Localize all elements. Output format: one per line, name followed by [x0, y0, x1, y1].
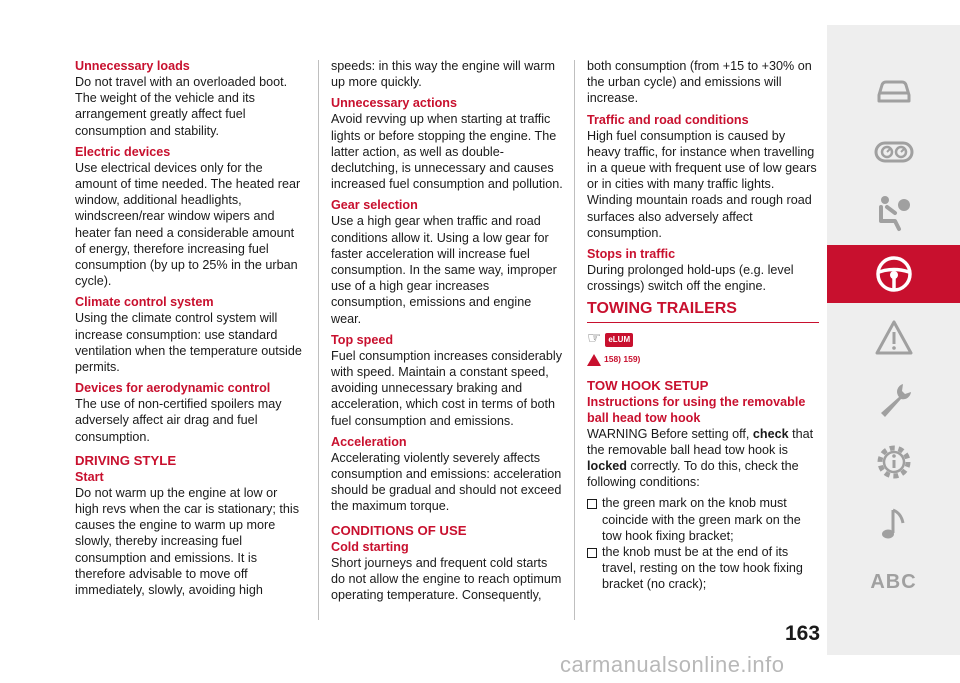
airbag-seat-icon [873, 191, 915, 233]
chapter-heading: TOW HOOK SETUP [587, 377, 709, 393]
section-title: Start [75, 469, 104, 484]
sidebar-item-driving[interactable] [827, 245, 960, 303]
info-gear-icon [873, 441, 915, 483]
section-body: both consumption (from +15 to +30% on the urban cycle) and emissions will increase. [587, 59, 812, 106]
list-item-text: the knob must be at the end of its travel, resting on the tow hook fixing bracket (no crack); [602, 545, 803, 592]
list-item [587, 495, 819, 544]
section-title: Unnecessary actions [331, 96, 457, 111]
music-note-icon [873, 503, 915, 545]
sidebar-item-technical-data[interactable] [827, 433, 960, 491]
wrench-icon [873, 379, 915, 421]
watermark: carmanualsonline.info [560, 652, 785, 677]
pointing-hand-icon: ☞ [587, 330, 602, 348]
sidebar-item-safety[interactable] [827, 183, 960, 241]
main-heading: TOWING TRAILERS [587, 299, 819, 323]
sidebar-item-multimedia[interactable] [827, 495, 960, 553]
list-item [587, 544, 819, 593]
section-body: Use electrical devices only for the amount of time needed. The heated rear window, additional headlights, windscreen/rear window wipers and heater fan need a considerable amount of energy, therefore increasing fuel consumption (by up to 25% in the urban cycle). [75, 160, 301, 289]
section-title: Climate control system [75, 295, 214, 310]
car-icon [873, 69, 915, 111]
section-title: Devices for aerodynamic control [75, 381, 271, 396]
section-body: Avoid revving up when starting at traffic lights or before stopping the engine. The latter action, as well as double-declutching, is unnecessary and causes increased fuel consumption and pollution. [331, 112, 563, 192]
sidebar-item-index[interactable] [827, 553, 960, 611]
elum-indicator [587, 331, 819, 347]
warning-text [587, 426, 819, 491]
section-body: Do not travel with an overloaded boot. The weight of the vehicle and its arrangement greatly affect fuel consumption and stability. [75, 75, 288, 138]
warning-icon [873, 317, 915, 359]
warning-text-part: that the removable ball head tow hook is [587, 426, 814, 457]
section-title: Stops in traffic [587, 247, 676, 262]
warning-triangle-icon [587, 354, 601, 366]
sidebar-item-car[interactable] [827, 61, 960, 119]
warning-reference [587, 351, 819, 367]
section-body: Accelerating violently severely affects consumption and emissions: acceleration should be gradual and should not exceed the maximum torque. [331, 450, 562, 514]
section-body: Do not warm up the engine at low or high revs when the car is stationary; this causes the engine to warm up more slowly, thereby increasing fuel consumption and emissions. It is therefore advisable to move off immediately, slowly, avoiding high [75, 485, 299, 598]
elum-badge: eLUM [605, 333, 633, 347]
section-body: Short journeys and frequent cold starts do not allow the engine to reach optimum operating temperature. Consequently, [331, 555, 562, 603]
warning-text-bold: check [752, 426, 789, 441]
abc-index-label: ABC [870, 570, 917, 593]
text-column-2 [331, 58, 563, 608]
sidebar-item-dashboard[interactable] [827, 123, 960, 181]
warning-text-part: correctly. To do this, check the following conditions: [587, 459, 799, 490]
sidebar-item-maintenance[interactable] [827, 371, 960, 429]
section-body: During prolonged hold-ups (e.g. level crossings) switch off the engine. [587, 263, 794, 294]
section-title: Top speed [331, 332, 394, 347]
list-item-text: the green mark on the knob must coincide with the green mark on the tow hook fixing bracket; [602, 496, 801, 543]
steering-wheel-icon [873, 253, 915, 295]
sidebar-item-emergency[interactable] [827, 309, 960, 367]
chapter-sidebar [827, 25, 960, 655]
section-body: Using the climate control system will increase consumption: use standard ventilation when the temperature outside permits. [75, 311, 302, 375]
section-title: Unnecessary loads [75, 59, 190, 73]
section-body: Fuel consumption increases considerably with speed. Maintain a constant speed, avoiding unnecessary braking and acceleration, which cost in terms of both fuel consumption and emissions. [331, 348, 563, 428]
chapter-heading: CONDITIONS OF USE [331, 522, 467, 538]
section-body: Use a high gear when traffic and road conditions allow it. Using a low gear for faster acceleration will increase fuel consumption. In the same way, improper use of a high gear increases consumption, emissions and engine wear. [331, 214, 557, 326]
text-column-1 [75, 58, 303, 603]
section-title: Acceleration [331, 434, 407, 449]
column-divider [318, 60, 319, 620]
warning-refs: 158) 159) [604, 354, 641, 365]
column-divider [574, 60, 575, 620]
section-title: Traffic and road conditions [587, 112, 749, 127]
text-column-3 [587, 58, 819, 593]
page-number: 163 [785, 622, 821, 645]
section-body: The use of non-certified spoilers may adversely affect air drag and fuel consumption. [75, 397, 282, 444]
warning-text-part: WARNING Before setting off, [587, 426, 753, 441]
section-body: High fuel consumption is caused by heavy traffic, for instance when travelling in a queue with frequent use of low gears or in cities with many traffic lights. Winding mountain roads and rough road surfaces also adversely affect consumption. [587, 128, 817, 240]
section-title: Electric devices [75, 144, 171, 159]
section-body: speeds: in this way the engine will warm up more quickly. [331, 59, 555, 90]
warning-text-bold: locked [587, 459, 627, 474]
chapter-heading: DRIVING STYLE [75, 452, 177, 468]
section-title: Cold starting [331, 539, 409, 554]
dashboard-icon [873, 131, 915, 173]
section-title: Gear selection [331, 198, 418, 213]
checkbox-bullet-icon [587, 499, 597, 509]
section-title: Instructions for using the removable ball head tow hook [587, 394, 806, 425]
checkbox-bullet-icon [587, 548, 597, 558]
